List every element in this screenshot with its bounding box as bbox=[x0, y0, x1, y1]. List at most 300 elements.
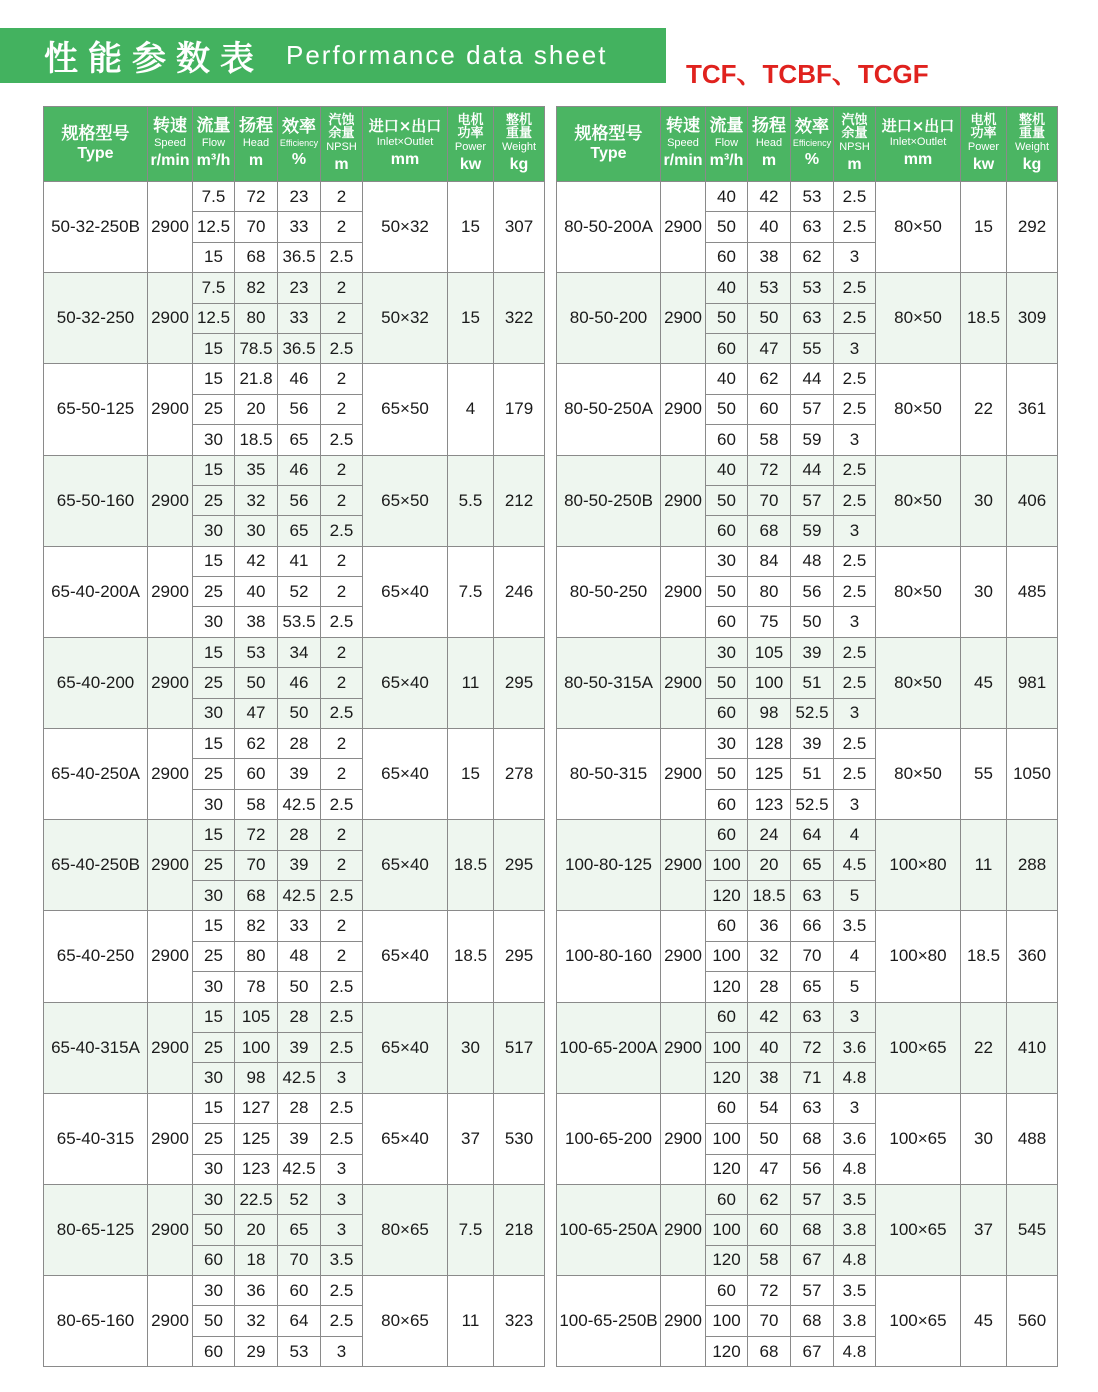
col-flow: 流量 Flow m³/h bbox=[706, 107, 748, 182]
head-cell: 125 bbox=[748, 759, 791, 789]
npsh-cell: 2 bbox=[321, 668, 363, 698]
flow-cell: 60 bbox=[706, 698, 748, 728]
col-speed: 转速 Speed r/min bbox=[148, 107, 193, 182]
header-row bbox=[557, 107, 1058, 182]
type-cell: 100-65-250A bbox=[557, 1184, 661, 1275]
npsh-cell: 3.8 bbox=[834, 1306, 876, 1336]
head-cell: 24 bbox=[748, 820, 791, 850]
power-cell: 18.5 bbox=[961, 273, 1007, 364]
head-cell: 47 bbox=[235, 698, 278, 728]
power-cell: 7.5 bbox=[448, 1184, 494, 1275]
flow-cell: 120 bbox=[706, 880, 748, 910]
efficiency-cell: 36.5 bbox=[278, 242, 321, 272]
weight-cell: 246 bbox=[494, 546, 545, 637]
npsh-cell: 3 bbox=[834, 425, 876, 455]
npsh-cell: 3.5 bbox=[834, 911, 876, 941]
head-cell: 68 bbox=[748, 1336, 791, 1366]
npsh-cell: 2 bbox=[321, 546, 363, 576]
npsh-cell: 4.5 bbox=[834, 850, 876, 880]
col-speed: 转速 Speed r/min bbox=[661, 107, 706, 182]
head-cell: 72 bbox=[235, 820, 278, 850]
efficiency-cell: 44 bbox=[791, 364, 834, 394]
head-cell: 38 bbox=[235, 607, 278, 637]
npsh-cell: 2.5 bbox=[321, 607, 363, 637]
head-cell: 98 bbox=[748, 698, 791, 728]
flow-cell: 120 bbox=[706, 1336, 748, 1366]
efficiency-cell: 70 bbox=[278, 1245, 321, 1275]
col-efficiency: 效率 Efficiency % bbox=[791, 107, 834, 182]
head-cell: 80 bbox=[748, 577, 791, 607]
power-cell: 7.5 bbox=[448, 546, 494, 637]
efficiency-cell: 39 bbox=[278, 850, 321, 880]
flow-cell: 25 bbox=[193, 485, 235, 515]
inlet-outlet-cell: 65×40 bbox=[363, 546, 448, 637]
type-cell: 80-65-125 bbox=[44, 1184, 148, 1275]
head-cell: 72 bbox=[748, 1276, 791, 1306]
title-banner bbox=[0, 28, 666, 83]
type-cell: 100-65-200A bbox=[557, 1002, 661, 1093]
npsh-cell: 2.5 bbox=[834, 668, 876, 698]
speed-cell: 2900 bbox=[661, 1184, 706, 1275]
head-cell: 22.5 bbox=[235, 1184, 278, 1214]
npsh-cell: 3.5 bbox=[321, 1245, 363, 1275]
npsh-cell: 3 bbox=[834, 1093, 876, 1123]
efficiency-cell: 65 bbox=[278, 516, 321, 546]
npsh-cell: 4.8 bbox=[834, 1245, 876, 1275]
efficiency-cell: 34 bbox=[278, 637, 321, 667]
power-cell: 45 bbox=[961, 1276, 1007, 1367]
speed-cell: 2900 bbox=[148, 820, 193, 911]
head-cell: 18.5 bbox=[748, 880, 791, 910]
flow-cell: 15 bbox=[193, 1093, 235, 1123]
inlet-outlet-cell: 80×50 bbox=[876, 546, 961, 637]
head-cell: 82 bbox=[235, 273, 278, 303]
head-cell: 20 bbox=[748, 850, 791, 880]
npsh-cell: 2.5 bbox=[321, 1032, 363, 1062]
flow-cell: 60 bbox=[706, 1093, 748, 1123]
col-head: 扬程 Head m bbox=[748, 107, 791, 182]
weight-cell: 530 bbox=[494, 1093, 545, 1184]
efficiency-cell: 39 bbox=[791, 729, 834, 759]
power-cell: 4 bbox=[448, 364, 494, 455]
flow-cell: 15 bbox=[193, 911, 235, 941]
efficiency-cell: 70 bbox=[791, 941, 834, 971]
flow-cell: 40 bbox=[706, 364, 748, 394]
efficiency-cell: 52.5 bbox=[791, 789, 834, 819]
performance-table-left bbox=[43, 106, 545, 1367]
speed-cell: 2900 bbox=[148, 364, 193, 455]
table-row bbox=[44, 273, 545, 303]
head-cell: 42 bbox=[235, 546, 278, 576]
flow-cell: 30 bbox=[193, 425, 235, 455]
npsh-cell: 2 bbox=[321, 759, 363, 789]
inlet-outlet-cell: 100×65 bbox=[876, 1002, 961, 1093]
speed-cell: 2900 bbox=[661, 1276, 706, 1367]
flow-cell: 30 bbox=[193, 789, 235, 819]
head-cell: 50 bbox=[748, 303, 791, 333]
npsh-cell: 4.8 bbox=[834, 1336, 876, 1366]
table-row bbox=[44, 1002, 545, 1032]
speed-cell: 2900 bbox=[661, 273, 706, 364]
head-cell: 50 bbox=[748, 1124, 791, 1154]
efficiency-cell: 42.5 bbox=[278, 1063, 321, 1093]
header-row bbox=[44, 107, 545, 182]
flow-cell: 60 bbox=[193, 1336, 235, 1366]
performance-table-right bbox=[556, 106, 1058, 1367]
power-cell: 15 bbox=[448, 273, 494, 364]
table-row bbox=[557, 911, 1058, 941]
flow-cell: 25 bbox=[193, 668, 235, 698]
type-cell: 50-32-250 bbox=[44, 273, 148, 364]
flow-cell: 60 bbox=[706, 820, 748, 850]
power-cell: 15 bbox=[448, 729, 494, 820]
efficiency-cell: 50 bbox=[278, 972, 321, 1002]
head-cell: 100 bbox=[748, 668, 791, 698]
power-cell: 15 bbox=[448, 182, 494, 273]
flow-cell: 30 bbox=[193, 880, 235, 910]
npsh-cell: 2.5 bbox=[321, 1276, 363, 1306]
type-cell: 80-50-315 bbox=[557, 729, 661, 820]
flow-cell: 40 bbox=[706, 455, 748, 485]
efficiency-cell: 63 bbox=[791, 212, 834, 242]
weight-cell: 307 bbox=[494, 182, 545, 273]
type-cell: 65-40-250B bbox=[44, 820, 148, 911]
speed-cell: 2900 bbox=[148, 546, 193, 637]
head-cell: 42 bbox=[748, 182, 791, 212]
flow-cell: 50 bbox=[193, 1215, 235, 1245]
flow-cell: 50 bbox=[706, 577, 748, 607]
npsh-cell: 5 bbox=[834, 972, 876, 1002]
npsh-cell: 2.5 bbox=[834, 303, 876, 333]
flow-cell: 25 bbox=[193, 577, 235, 607]
npsh-cell: 2 bbox=[321, 212, 363, 242]
table-row bbox=[557, 546, 1058, 576]
inlet-outlet-cell: 65×50 bbox=[363, 455, 448, 546]
head-cell: 80 bbox=[235, 303, 278, 333]
col-efficiency: 效率 Efficiency % bbox=[278, 107, 321, 182]
npsh-cell: 2.5 bbox=[321, 425, 363, 455]
flow-cell: 60 bbox=[706, 911, 748, 941]
table-row bbox=[557, 637, 1058, 667]
inlet-outlet-cell: 65×50 bbox=[363, 364, 448, 455]
inlet-outlet-cell: 65×40 bbox=[363, 820, 448, 911]
efficiency-cell: 57 bbox=[791, 394, 834, 424]
npsh-cell: 2.5 bbox=[321, 972, 363, 1002]
power-cell: 11 bbox=[961, 820, 1007, 911]
speed-cell: 2900 bbox=[148, 637, 193, 728]
efficiency-cell: 48 bbox=[278, 941, 321, 971]
type-cell: 80-50-200A bbox=[557, 182, 661, 273]
inlet-outlet-cell: 65×40 bbox=[363, 729, 448, 820]
efficiency-cell: 72 bbox=[791, 1032, 834, 1062]
type-cell: 50-32-250B bbox=[44, 182, 148, 273]
flow-cell: 30 bbox=[193, 607, 235, 637]
npsh-cell: 4 bbox=[834, 941, 876, 971]
power-cell: 5.5 bbox=[448, 455, 494, 546]
col-type: 规格型号 Type bbox=[44, 107, 148, 182]
npsh-cell: 3.8 bbox=[834, 1215, 876, 1245]
head-cell: 70 bbox=[235, 850, 278, 880]
type-cell: 80-50-315A bbox=[557, 637, 661, 728]
efficiency-cell: 46 bbox=[278, 455, 321, 485]
col-inlet-outlet: 进口×出口 Inlet×Outlet mm bbox=[876, 107, 961, 182]
type-cell: 65-40-315 bbox=[44, 1093, 148, 1184]
table-row bbox=[557, 820, 1058, 850]
npsh-cell: 3 bbox=[321, 1184, 363, 1214]
efficiency-cell: 42.5 bbox=[278, 1154, 321, 1184]
head-cell: 62 bbox=[748, 364, 791, 394]
speed-cell: 2900 bbox=[148, 1093, 193, 1184]
head-cell: 30 bbox=[235, 516, 278, 546]
flow-cell: 15 bbox=[193, 546, 235, 576]
inlet-outlet-cell: 80×50 bbox=[876, 455, 961, 546]
weight-cell: 309 bbox=[1007, 273, 1058, 364]
flow-cell: 60 bbox=[706, 333, 748, 363]
flow-cell: 120 bbox=[706, 1154, 748, 1184]
npsh-cell: 2.5 bbox=[321, 880, 363, 910]
npsh-cell: 2.5 bbox=[834, 212, 876, 242]
table-row bbox=[44, 1093, 545, 1123]
weight-cell: 410 bbox=[1007, 1002, 1058, 1093]
head-cell: 75 bbox=[748, 607, 791, 637]
speed-cell: 2900 bbox=[661, 364, 706, 455]
head-cell: 68 bbox=[748, 516, 791, 546]
head-cell: 78.5 bbox=[235, 333, 278, 363]
npsh-cell: 4 bbox=[834, 820, 876, 850]
weight-cell: 323 bbox=[494, 1276, 545, 1367]
inlet-outlet-cell: 100×65 bbox=[876, 1276, 961, 1367]
npsh-cell: 3.6 bbox=[834, 1124, 876, 1154]
npsh-cell: 2.5 bbox=[834, 546, 876, 576]
head-cell: 128 bbox=[748, 729, 791, 759]
efficiency-cell: 33 bbox=[278, 212, 321, 242]
type-cell: 80-50-250A bbox=[557, 364, 661, 455]
efficiency-cell: 62 bbox=[791, 242, 834, 272]
npsh-cell: 3 bbox=[834, 607, 876, 637]
efficiency-cell: 56 bbox=[278, 394, 321, 424]
head-cell: 98 bbox=[235, 1063, 278, 1093]
npsh-cell: 2 bbox=[321, 182, 363, 212]
efficiency-cell: 51 bbox=[791, 759, 834, 789]
speed-cell: 2900 bbox=[148, 455, 193, 546]
speed-cell: 2900 bbox=[661, 1002, 706, 1093]
npsh-cell: 2 bbox=[321, 911, 363, 941]
npsh-cell: 2.5 bbox=[834, 729, 876, 759]
flow-cell: 7.5 bbox=[193, 273, 235, 303]
efficiency-cell: 52 bbox=[278, 1184, 321, 1214]
inlet-outlet-cell: 50×32 bbox=[363, 273, 448, 364]
efficiency-cell: 63 bbox=[791, 303, 834, 333]
efficiency-cell: 56 bbox=[278, 485, 321, 515]
npsh-cell: 2.5 bbox=[834, 394, 876, 424]
table-row bbox=[557, 729, 1058, 759]
npsh-cell: 2.5 bbox=[834, 637, 876, 667]
npsh-cell: 2 bbox=[321, 941, 363, 971]
flow-cell: 100 bbox=[706, 941, 748, 971]
head-cell: 123 bbox=[235, 1154, 278, 1184]
efficiency-cell: 52.5 bbox=[791, 698, 834, 728]
npsh-cell: 5 bbox=[834, 880, 876, 910]
npsh-cell: 3 bbox=[321, 1154, 363, 1184]
head-cell: 21.8 bbox=[235, 364, 278, 394]
efficiency-cell: 41 bbox=[278, 546, 321, 576]
speed-cell: 2900 bbox=[661, 820, 706, 911]
efficiency-cell: 53.5 bbox=[278, 607, 321, 637]
type-cell: 65-50-125 bbox=[44, 364, 148, 455]
npsh-cell: 2.5 bbox=[321, 1306, 363, 1336]
head-cell: 123 bbox=[748, 789, 791, 819]
npsh-cell: 2 bbox=[321, 303, 363, 333]
flow-cell: 100 bbox=[706, 1306, 748, 1336]
col-power: 电机功率 Power kw bbox=[448, 107, 494, 182]
weight-cell: 218 bbox=[494, 1184, 545, 1275]
head-cell: 68 bbox=[235, 880, 278, 910]
flow-cell: 15 bbox=[193, 729, 235, 759]
npsh-cell: 2.5 bbox=[321, 698, 363, 728]
head-cell: 38 bbox=[748, 1063, 791, 1093]
col-head: 扬程 Head m bbox=[235, 107, 278, 182]
weight-cell: 1050 bbox=[1007, 729, 1058, 820]
type-cell: 65-40-315A bbox=[44, 1002, 148, 1093]
power-cell: 15 bbox=[961, 182, 1007, 273]
head-cell: 70 bbox=[235, 212, 278, 242]
flow-cell: 50 bbox=[706, 394, 748, 424]
col-npsh: 汽蚀余量 NPSH m bbox=[321, 107, 363, 182]
head-cell: 125 bbox=[235, 1124, 278, 1154]
inlet-outlet-cell: 100×65 bbox=[876, 1093, 961, 1184]
head-cell: 35 bbox=[235, 455, 278, 485]
weight-cell: 981 bbox=[1007, 637, 1058, 728]
head-cell: 38 bbox=[748, 242, 791, 272]
efficiency-cell: 36.5 bbox=[278, 333, 321, 363]
power-cell: 30 bbox=[448, 1002, 494, 1093]
inlet-outlet-cell: 80×50 bbox=[876, 182, 961, 273]
efficiency-cell: 67 bbox=[791, 1245, 834, 1275]
table-row bbox=[44, 364, 545, 394]
efficiency-cell: 65 bbox=[791, 850, 834, 880]
npsh-cell: 2 bbox=[321, 637, 363, 667]
table-row bbox=[557, 1002, 1058, 1032]
head-cell: 60 bbox=[748, 1215, 791, 1245]
inlet-outlet-cell: 100×65 bbox=[876, 1184, 961, 1275]
flow-cell: 120 bbox=[706, 1063, 748, 1093]
weight-cell: 288 bbox=[1007, 820, 1058, 911]
npsh-cell: 3 bbox=[321, 1063, 363, 1093]
flow-cell: 40 bbox=[706, 182, 748, 212]
efficiency-cell: 33 bbox=[278, 911, 321, 941]
head-cell: 127 bbox=[235, 1093, 278, 1123]
npsh-cell: 2 bbox=[321, 820, 363, 850]
table-row bbox=[557, 364, 1058, 394]
head-cell: 36 bbox=[235, 1276, 278, 1306]
table-row bbox=[557, 1276, 1058, 1306]
type-cell: 100-80-125 bbox=[557, 820, 661, 911]
col-weight: 整机重量 Weight kg bbox=[1007, 107, 1058, 182]
flow-cell: 30 bbox=[193, 698, 235, 728]
efficiency-cell: 68 bbox=[791, 1306, 834, 1336]
type-cell: 100-65-200 bbox=[557, 1093, 661, 1184]
table-row bbox=[44, 455, 545, 485]
flow-cell: 30 bbox=[706, 637, 748, 667]
inlet-outlet-cell: 50×32 bbox=[363, 182, 448, 273]
speed-cell: 2900 bbox=[148, 1002, 193, 1093]
npsh-cell: 2 bbox=[321, 850, 363, 880]
weight-cell: 295 bbox=[494, 820, 545, 911]
page-title-en: Performance data sheet bbox=[286, 40, 608, 70]
inlet-outlet-cell: 65×40 bbox=[363, 1093, 448, 1184]
efficiency-cell: 46 bbox=[278, 668, 321, 698]
table-row bbox=[557, 1184, 1058, 1214]
flow-cell: 25 bbox=[193, 850, 235, 880]
power-cell: 30 bbox=[961, 455, 1007, 546]
flow-cell: 15 bbox=[193, 820, 235, 850]
efficiency-cell: 63 bbox=[791, 880, 834, 910]
speed-cell: 2900 bbox=[661, 637, 706, 728]
head-cell: 62 bbox=[748, 1184, 791, 1214]
head-cell: 36 bbox=[748, 911, 791, 941]
head-cell: 58 bbox=[748, 1245, 791, 1275]
npsh-cell: 2 bbox=[321, 364, 363, 394]
power-cell: 11 bbox=[448, 637, 494, 728]
efficiency-cell: 68 bbox=[791, 1215, 834, 1245]
efficiency-cell: 53 bbox=[278, 1336, 321, 1366]
inlet-outlet-cell: 100×80 bbox=[876, 911, 961, 1002]
flow-cell: 40 bbox=[706, 273, 748, 303]
weight-cell: 292 bbox=[1007, 182, 1058, 273]
head-cell: 29 bbox=[235, 1336, 278, 1366]
flow-cell: 15 bbox=[193, 364, 235, 394]
inlet-outlet-cell: 80×65 bbox=[363, 1276, 448, 1367]
flow-cell: 15 bbox=[193, 637, 235, 667]
npsh-cell: 3.5 bbox=[834, 1276, 876, 1306]
head-cell: 70 bbox=[748, 485, 791, 515]
head-cell: 105 bbox=[748, 637, 791, 667]
efficiency-cell: 71 bbox=[791, 1063, 834, 1093]
efficiency-cell: 28 bbox=[278, 1002, 321, 1032]
efficiency-cell: 53 bbox=[791, 182, 834, 212]
table-row bbox=[44, 911, 545, 941]
table-row bbox=[557, 455, 1058, 485]
efficiency-cell: 44 bbox=[791, 455, 834, 485]
table-row bbox=[557, 1093, 1058, 1123]
efficiency-cell: 65 bbox=[278, 425, 321, 455]
speed-cell: 2900 bbox=[661, 729, 706, 820]
speed-cell: 2900 bbox=[148, 273, 193, 364]
efficiency-cell: 39 bbox=[791, 637, 834, 667]
efficiency-cell: 53 bbox=[791, 273, 834, 303]
type-cell: 65-40-200 bbox=[44, 637, 148, 728]
power-cell: 22 bbox=[961, 364, 1007, 455]
weight-cell: 361 bbox=[1007, 364, 1058, 455]
col-npsh: 汽蚀余量 NPSH m bbox=[834, 107, 876, 182]
efficiency-cell: 51 bbox=[791, 668, 834, 698]
efficiency-cell: 59 bbox=[791, 425, 834, 455]
flow-cell: 60 bbox=[706, 1276, 748, 1306]
col-type: 规格型号 Type bbox=[557, 107, 661, 182]
inlet-outlet-cell: 80×50 bbox=[876, 364, 961, 455]
flow-cell: 25 bbox=[193, 941, 235, 971]
flow-cell: 60 bbox=[706, 425, 748, 455]
efficiency-cell: 46 bbox=[278, 364, 321, 394]
type-cell: 65-40-250 bbox=[44, 911, 148, 1002]
efficiency-cell: 50 bbox=[278, 698, 321, 728]
npsh-cell: 2.5 bbox=[834, 273, 876, 303]
speed-cell: 2900 bbox=[661, 546, 706, 637]
flow-cell: 30 bbox=[193, 516, 235, 546]
head-cell: 47 bbox=[748, 333, 791, 363]
efficiency-cell: 33 bbox=[278, 303, 321, 333]
head-cell: 20 bbox=[235, 394, 278, 424]
